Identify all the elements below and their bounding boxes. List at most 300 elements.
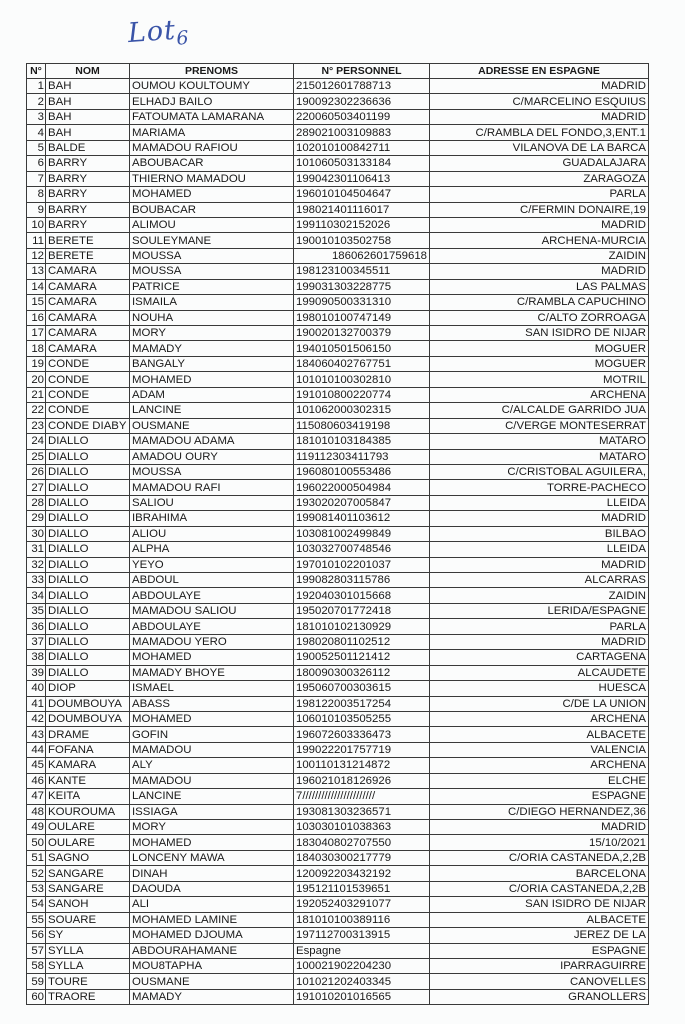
row-personnel-number: 119112303411793 <box>294 449 430 464</box>
row-address: GRANOLLERS <box>430 989 649 1004</box>
row-prenoms: MARIAMA <box>130 125 294 140</box>
row-nom: KEITA <box>46 789 130 804</box>
row-address: ALBACETE <box>430 727 649 742</box>
row-number: 15 <box>27 295 46 310</box>
row-address: CARTAGENA <box>430 650 649 665</box>
row-address: C/ALCALDE GARRIDO JUA <box>430 403 649 418</box>
row-prenoms: ABDOULAYE <box>130 588 294 603</box>
row-number: 45 <box>27 758 46 773</box>
row-number: 23 <box>27 418 46 433</box>
row-address: VALENCIA <box>430 742 649 757</box>
row-number: 28 <box>27 495 46 510</box>
row-number: 33 <box>27 573 46 588</box>
row-prenoms: LONCENY MAWA <box>130 850 294 865</box>
row-personnel-number: 190010103502758 <box>294 233 430 248</box>
row-address: ESPAGNE <box>430 789 649 804</box>
table-row <box>27 573 649 588</box>
table-row <box>27 109 649 124</box>
row-nom: KANTE <box>46 773 130 788</box>
table-row <box>27 912 649 927</box>
row-nom: CONDE <box>46 372 130 387</box>
row-address: C/ALTO ZORROAGA <box>430 310 649 325</box>
row-number: 25 <box>27 449 46 464</box>
row-address: MADRID <box>430 217 649 232</box>
row-prenoms: MORY <box>130 326 294 341</box>
row-number: 21 <box>27 387 46 402</box>
row-prenoms: ADAM <box>130 387 294 402</box>
row-personnel-number: 195121101539651 <box>294 881 430 896</box>
table-row <box>27 742 649 757</box>
row-number: 50 <box>27 835 46 850</box>
row-nom: BALDE <box>46 140 130 155</box>
row-prenoms: SALIOU <box>130 495 294 510</box>
row-nom: CAMARA <box>46 279 130 294</box>
row-personnel-number: 101021202403345 <box>294 974 430 989</box>
row-prenoms: OUSMANE <box>130 974 294 989</box>
row-number: 47 <box>27 789 46 804</box>
row-prenoms: GOFIN <box>130 727 294 742</box>
row-address: ZAIDIN <box>430 248 649 263</box>
row-personnel-number: 7/////////////////////// <box>294 789 430 804</box>
row-nom: BAH <box>46 94 130 109</box>
row-address: MOGUER <box>430 356 649 371</box>
row-prenoms: MAMADOU SALIOU <box>130 603 294 618</box>
row-prenoms: SOULEYMANE <box>130 233 294 248</box>
table-row <box>27 526 649 541</box>
row-personnel-number: 215012601788713 <box>294 79 430 94</box>
row-prenoms: MAMADY BHOYE <box>130 665 294 680</box>
row-prenoms: BOUBACAR <box>130 202 294 217</box>
row-nom: BARRY <box>46 202 130 217</box>
lot-number: 6 <box>175 26 191 50</box>
row-prenoms: ABDOULAYE <box>130 619 294 634</box>
row-number: 44 <box>27 742 46 757</box>
row-nom: KOUROUMA <box>46 804 130 819</box>
table-row <box>27 588 649 603</box>
row-prenoms: MOHAMED <box>130 372 294 387</box>
table-row <box>27 804 649 819</box>
row-number: 5 <box>27 140 46 155</box>
row-address: ALCAUDETE <box>430 665 649 680</box>
row-prenoms: AMADOU OURY <box>130 449 294 464</box>
row-personnel-number: 181010103184385 <box>294 434 430 449</box>
row-personnel-number: 220060503401199 <box>294 109 430 124</box>
row-number: 20 <box>27 372 46 387</box>
table-row <box>27 403 649 418</box>
row-nom: OULARE <box>46 820 130 835</box>
table-row <box>27 727 649 742</box>
row-prenoms: ELHADJ BAILO <box>130 94 294 109</box>
row-prenoms: THIERNO MAMADOU <box>130 171 294 186</box>
row-number: 17 <box>27 326 46 341</box>
row-prenoms: MOUSSA <box>130 464 294 479</box>
table-row <box>27 310 649 325</box>
row-prenoms: MOHAMED LAMINE <box>130 912 294 927</box>
row-number: 57 <box>27 943 46 958</box>
row-address: MADRID <box>430 79 649 94</box>
row-prenoms: ALPHA <box>130 542 294 557</box>
row-address: ALBACETE <box>430 912 649 927</box>
row-address: ARCHENA-MURCIA <box>430 233 649 248</box>
row-personnel-number: 196022000504984 <box>294 480 430 495</box>
row-address: LAS PALMAS <box>430 279 649 294</box>
table-row <box>27 866 649 881</box>
row-prenoms: NOUHA <box>130 310 294 325</box>
row-address: MOGUER <box>430 341 649 356</box>
row-number: 36 <box>27 619 46 634</box>
row-nom: KAMARA <box>46 758 130 773</box>
table-row <box>27 681 649 696</box>
row-personnel-number: 199090500331310 <box>294 295 430 310</box>
table-row <box>27 171 649 186</box>
row-personnel-number: 186062601759618 <box>294 248 430 263</box>
row-nom: DIALLO <box>46 603 130 618</box>
row-nom: DIALLO <box>46 588 130 603</box>
row-number: 26 <box>27 464 46 479</box>
table-row <box>27 974 649 989</box>
row-nom: SYLLA <box>46 943 130 958</box>
row-prenoms: DAOUDA <box>130 881 294 896</box>
row-nom: TRAORE <box>46 989 130 1004</box>
row-number: 51 <box>27 850 46 865</box>
row-prenoms: YEYO <box>130 557 294 572</box>
row-number: 4 <box>27 125 46 140</box>
row-personnel-number: 196080100553486 <box>294 464 430 479</box>
row-prenoms: ISMAEL <box>130 681 294 696</box>
row-personnel-number: 184030300217779 <box>294 850 430 865</box>
row-number: 16 <box>27 310 46 325</box>
row-nom: SANGARE <box>46 866 130 881</box>
table-row <box>27 356 649 371</box>
row-personnel-number: 197112700313915 <box>294 928 430 943</box>
row-nom: BARRY <box>46 217 130 232</box>
row-prenoms: ABDOUL <box>130 573 294 588</box>
table-body <box>27 79 649 1005</box>
row-personnel-number: 196072603336473 <box>294 727 430 742</box>
row-personnel-number: 199022201757719 <box>294 742 430 757</box>
row-number: 37 <box>27 634 46 649</box>
row-personnel-number: 199031303228775 <box>294 279 430 294</box>
row-prenoms: IBRAHIMA <box>130 511 294 526</box>
row-prenoms: ISMAILA <box>130 295 294 310</box>
row-prenoms: ABOUBACAR <box>130 156 294 171</box>
row-nom: SAGNO <box>46 850 130 865</box>
table-header-row <box>27 64 649 79</box>
table-row <box>27 449 649 464</box>
row-personnel-number: 198122003517254 <box>294 696 430 711</box>
row-prenoms: MAMADOU RAFI <box>130 480 294 495</box>
row-nom: DIALLO <box>46 650 130 665</box>
row-nom: SY <box>46 928 130 943</box>
row-address: ZAIDIN <box>430 588 649 603</box>
row-prenoms: MOUSSA <box>130 264 294 279</box>
row-number: 52 <box>27 866 46 881</box>
row-prenoms: DINAH <box>130 866 294 881</box>
row-number: 27 <box>27 480 46 495</box>
row-number: 10 <box>27 217 46 232</box>
row-personnel-number: 197010102201037 <box>294 557 430 572</box>
row-nom: BARRY <box>46 187 130 202</box>
table-row <box>27 603 649 618</box>
row-personnel-number: 195060700303615 <box>294 681 430 696</box>
row-nom: BERETE <box>46 233 130 248</box>
row-address: CANOVELLES <box>430 974 649 989</box>
row-personnel-number: 289021003109883 <box>294 125 430 140</box>
row-address: 15/10/2021 <box>430 835 649 850</box>
row-number: 24 <box>27 434 46 449</box>
row-nom: BERETE <box>46 248 130 263</box>
row-nom: SANGARE <box>46 881 130 896</box>
row-number: 59 <box>27 974 46 989</box>
table-row <box>27 928 649 943</box>
table-row <box>27 279 649 294</box>
row-nom: CONDE <box>46 356 130 371</box>
row-number: 43 <box>27 727 46 742</box>
row-prenoms: MOHAMED <box>130 650 294 665</box>
row-nom: FOFANA <box>46 742 130 757</box>
table-row <box>27 943 649 958</box>
row-address: JEREZ DE LA <box>430 928 649 943</box>
row-prenoms: PATRICE <box>130 279 294 294</box>
row-address: MADRID <box>430 511 649 526</box>
row-address: C/ORIA CASTANEDA,2,2B <box>430 850 649 865</box>
table-row <box>27 542 649 557</box>
row-nom: CAMARA <box>46 326 130 341</box>
row-personnel-number: 101060503133184 <box>294 156 430 171</box>
table-row <box>27 881 649 896</box>
table-row <box>27 758 649 773</box>
row-nom: CAMARA <box>46 264 130 279</box>
table-row <box>27 711 649 726</box>
table-row <box>27 789 649 804</box>
row-personnel-number: 103030101038363 <box>294 820 430 835</box>
row-nom: BARRY <box>46 171 130 186</box>
row-nom: DIALLO <box>46 449 130 464</box>
row-nom: SYLLA <box>46 958 130 973</box>
row-number: 13 <box>27 264 46 279</box>
row-nom: DIALLO <box>46 495 130 510</box>
row-personnel-number: 199042301106413 <box>294 171 430 186</box>
row-address: ALCARRAS <box>430 573 649 588</box>
table-row <box>27 557 649 572</box>
row-address: C/CRISTOBAL AGUILERA, <box>430 464 649 479</box>
row-address: SAN ISIDRO DE NIJAR <box>430 326 649 341</box>
row-prenoms: OUSMANE <box>130 418 294 433</box>
row-personnel-number: 198021401116017 <box>294 202 430 217</box>
row-number: 46 <box>27 773 46 788</box>
table-row <box>27 248 649 263</box>
table-row <box>27 387 649 402</box>
row-personnel-number: 190020132700379 <box>294 326 430 341</box>
row-prenoms: ALY <box>130 758 294 773</box>
row-prenoms: MOU8TAPHA <box>130 958 294 973</box>
row-personnel-number: 100021902204230 <box>294 958 430 973</box>
row-nom: SOUARE <box>46 912 130 927</box>
row-personnel-number: 195020701772418 <box>294 603 430 618</box>
row-personnel-number: 181010100389116 <box>294 912 430 927</box>
row-address: LLEIDA <box>430 495 649 510</box>
row-personnel-number: 102010100842711 <box>294 140 430 155</box>
row-address: BARCELONA <box>430 866 649 881</box>
header-number: N° <box>27 64 46 79</box>
row-address: LERIDA/ESPAGNE <box>430 603 649 618</box>
row-address: MADRID <box>430 557 649 572</box>
row-nom: DIALLO <box>46 480 130 495</box>
row-personnel-number: 103032700748546 <box>294 542 430 557</box>
row-address: GUADALAJARA <box>430 156 649 171</box>
table-row <box>27 773 649 788</box>
row-personnel-number: 194010501506150 <box>294 341 430 356</box>
row-number: 55 <box>27 912 46 927</box>
row-personnel-number: 196010104504647 <box>294 187 430 202</box>
table-row <box>27 619 649 634</box>
row-number: 11 <box>27 233 46 248</box>
row-address: C/RAMBLA CAPUCHINO <box>430 295 649 310</box>
row-address: C/RAMBLA DEL FONDO,3,ENT.1 <box>430 125 649 140</box>
row-personnel-number: 198010100747149 <box>294 310 430 325</box>
row-number: 31 <box>27 542 46 557</box>
row-prenoms: FATOUMATA LAMARANA <box>130 109 294 124</box>
table-row <box>27 434 649 449</box>
header-address: ADRESSE EN ESPAGNE <box>430 64 649 79</box>
row-nom: DIALLO <box>46 665 130 680</box>
table-row <box>27 264 649 279</box>
row-prenoms: MAMADOU YERO <box>130 634 294 649</box>
table-row <box>27 341 649 356</box>
table-row <box>27 495 649 510</box>
row-number: 29 <box>27 511 46 526</box>
row-prenoms: LANCINE <box>130 789 294 804</box>
row-personnel-number: 199110302152026 <box>294 217 430 232</box>
row-number: 53 <box>27 881 46 896</box>
row-address: MADRID <box>430 820 649 835</box>
row-address: ARCHENA <box>430 758 649 773</box>
row-address: ARCHENA <box>430 711 649 726</box>
row-nom: DIALLO <box>46 526 130 541</box>
row-personnel-number: 193020207005847 <box>294 495 430 510</box>
row-number: 54 <box>27 897 46 912</box>
row-address: C/ORIA CASTANEDA,2,2B <box>430 881 649 896</box>
row-nom: DIALLO <box>46 634 130 649</box>
row-prenoms: MAMADOU ADAMA <box>130 434 294 449</box>
handwritten-lot-annotation <box>127 14 190 53</box>
row-personnel-number: 101010100302810 <box>294 372 430 387</box>
table-row <box>27 850 649 865</box>
row-prenoms: ABDOURAHAMANE <box>130 943 294 958</box>
row-personnel-number: 106010103505255 <box>294 711 430 726</box>
row-nom: SANOH <box>46 897 130 912</box>
row-nom: DIALLO <box>46 573 130 588</box>
row-prenoms: MORY <box>130 820 294 835</box>
table-row <box>27 125 649 140</box>
row-personnel-number: 184060402767751 <box>294 356 430 371</box>
row-prenoms: MAMADY <box>130 341 294 356</box>
table-row <box>27 665 649 680</box>
row-address: HUESCA <box>430 681 649 696</box>
row-prenoms: LANCINE <box>130 403 294 418</box>
row-nom: BARRY <box>46 156 130 171</box>
row-address: C/MARCELINO ESQUIUS <box>430 94 649 109</box>
table-row <box>27 295 649 310</box>
row-prenoms: MOHAMED <box>130 187 294 202</box>
row-personnel-number: 199082803115786 <box>294 573 430 588</box>
row-prenoms: ALIOU <box>130 526 294 541</box>
row-nom: DRAME <box>46 727 130 742</box>
table-row <box>27 372 649 387</box>
row-prenoms: OUMOU KOULTOUMY <box>130 79 294 94</box>
row-personnel-number: 198020801102512 <box>294 634 430 649</box>
row-personnel-number: 103081002499849 <box>294 526 430 541</box>
row-address: MATARO <box>430 449 649 464</box>
row-nom: CAMARA <box>46 310 130 325</box>
header-nom: NOM <box>46 64 130 79</box>
table-row <box>27 989 649 1004</box>
row-nom: DIOP <box>46 681 130 696</box>
row-address: ARCHENA <box>430 387 649 402</box>
row-address: ESPAGNE <box>430 943 649 958</box>
row-nom: CONDE <box>46 387 130 402</box>
row-prenoms: MAMADY <box>130 989 294 1004</box>
row-number: 3 <box>27 109 46 124</box>
row-address: C/VERGE MONTESERRAT <box>430 418 649 433</box>
row-prenoms: ALI <box>130 897 294 912</box>
row-nom: BAH <box>46 79 130 94</box>
table-row <box>27 202 649 217</box>
row-personnel-number: 199081401103612 <box>294 511 430 526</box>
row-nom: CONDE <box>46 403 130 418</box>
row-number: 2 <box>27 94 46 109</box>
table-row <box>27 140 649 155</box>
row-number: 12 <box>27 248 46 263</box>
row-address: BILBAO <box>430 526 649 541</box>
row-number: 40 <box>27 681 46 696</box>
row-number: 9 <box>27 202 46 217</box>
row-address: MADRID <box>430 634 649 649</box>
row-address: VILANOVA DE LA BARCA <box>430 140 649 155</box>
row-personnel-number: 190052501121412 <box>294 650 430 665</box>
row-personnel-number: 100110131214872 <box>294 758 430 773</box>
row-number: 56 <box>27 928 46 943</box>
row-personnel-number: 120092203432192 <box>294 866 430 881</box>
row-address: TORRE-PACHECO <box>430 480 649 495</box>
row-number: 22 <box>27 403 46 418</box>
row-prenoms: MOHAMED DJOUMA <box>130 928 294 943</box>
row-nom: DOUMBOUYA <box>46 696 130 711</box>
row-nom: DIALLO <box>46 557 130 572</box>
row-nom: OULARE <box>46 835 130 850</box>
row-number: 7 <box>27 171 46 186</box>
row-address: PARLA <box>430 187 649 202</box>
row-address: IPARRAGUIRRE <box>430 958 649 973</box>
table-row <box>27 94 649 109</box>
row-address: ELCHE <box>430 773 649 788</box>
header-prenoms: PRENOMS <box>130 64 294 79</box>
table-row <box>27 958 649 973</box>
table-row <box>27 820 649 835</box>
row-nom: DIALLO <box>46 619 130 634</box>
row-personnel-number: 192052403291077 <box>294 897 430 912</box>
row-nom: CAMARA <box>46 295 130 310</box>
row-nom: DIALLO <box>46 464 130 479</box>
row-number: 30 <box>27 526 46 541</box>
row-address: LLEIDA <box>430 542 649 557</box>
row-nom: DIALLO <box>46 434 130 449</box>
row-number: 41 <box>27 696 46 711</box>
table-row <box>27 511 649 526</box>
row-prenoms: ISSIAGA <box>130 804 294 819</box>
row-nom: TOURE <box>46 974 130 989</box>
row-number: 58 <box>27 958 46 973</box>
